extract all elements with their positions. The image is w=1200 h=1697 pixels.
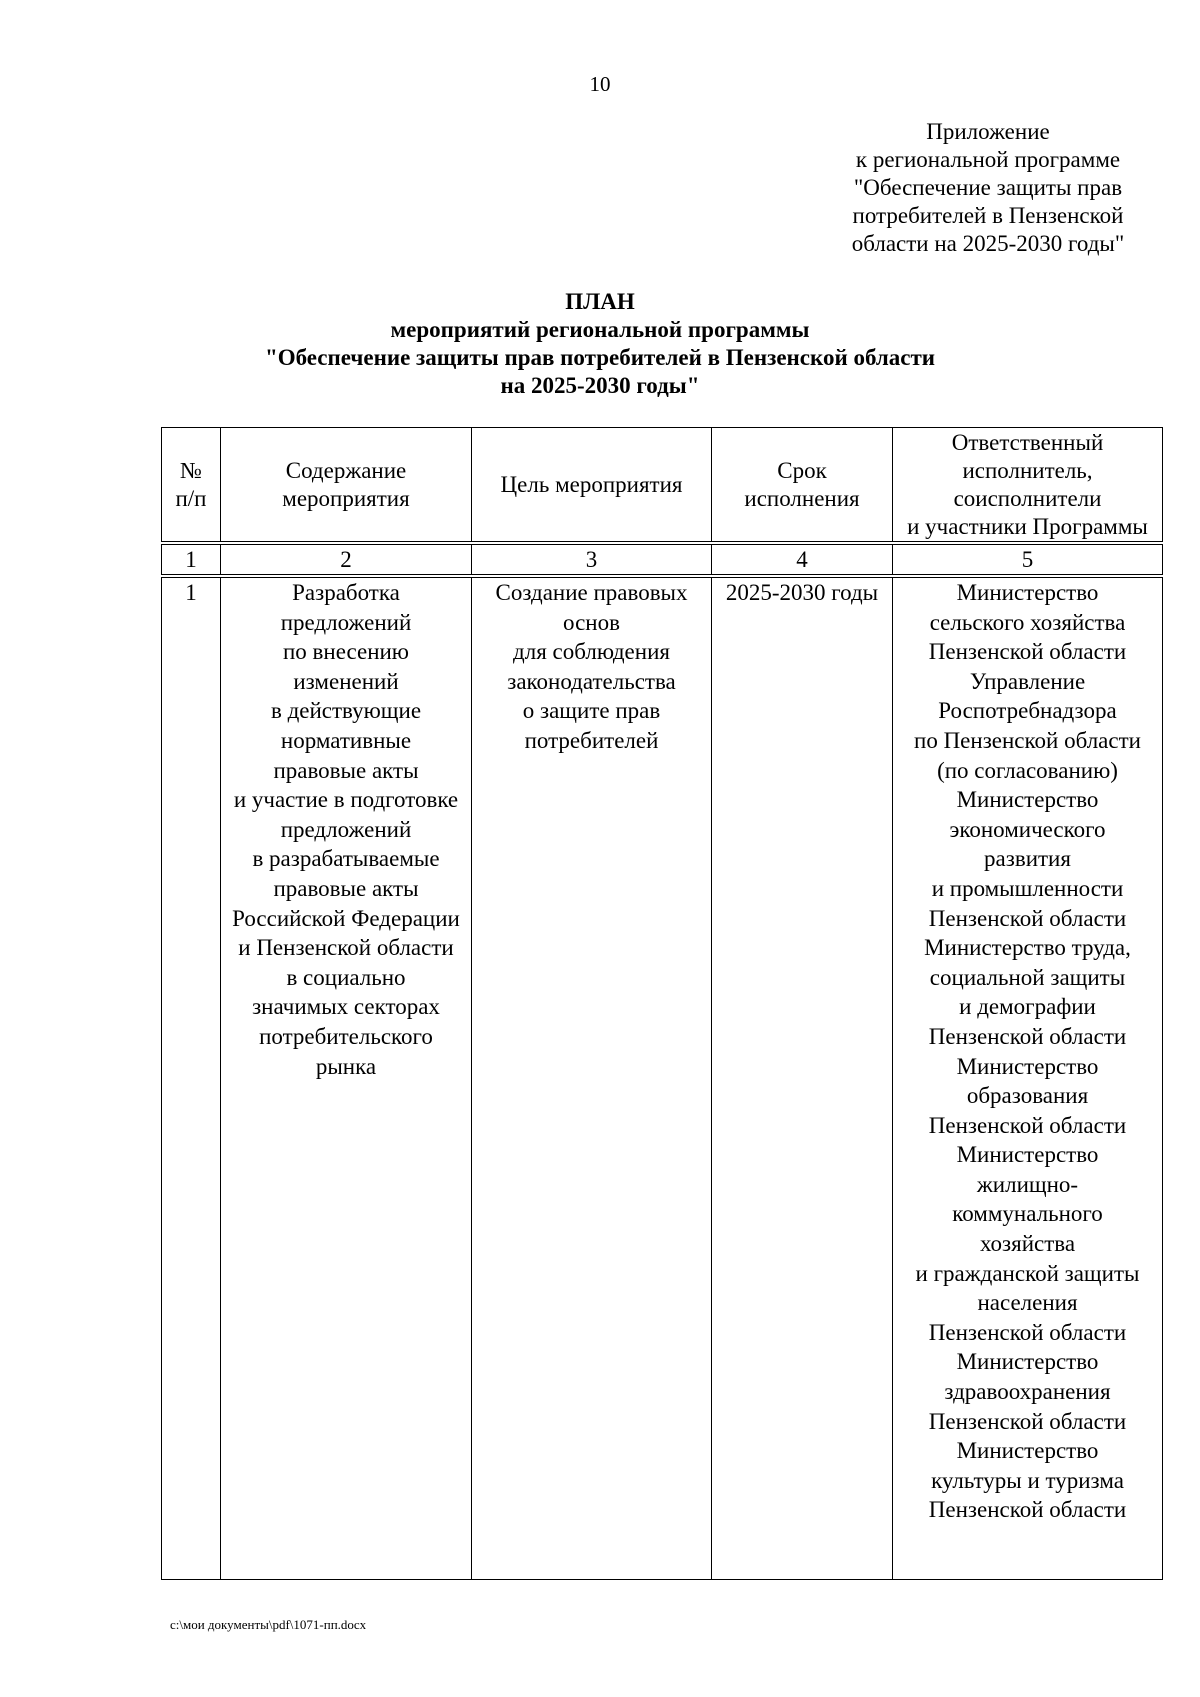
appendix-line: "Обеспечение защиты прав	[853, 175, 1123, 200]
cell-line: Пензенской области	[928, 1023, 1127, 1049]
column-number: 2	[221, 543, 472, 576]
cell-line: Роспотребнадзора	[938, 698, 1117, 724]
header-line: и участники Программы	[907, 513, 1148, 539]
cell-line: по внесению	[282, 639, 409, 665]
appendix-line: к региональной программе	[855, 147, 1121, 172]
header-line: исполнения	[744, 485, 860, 511]
header-term	[712, 428, 893, 544]
column-number: 1	[162, 543, 221, 576]
header-line: Содержание	[285, 457, 407, 483]
cell-line: по Пензенской области	[914, 727, 1141, 753]
table-row	[162, 576, 1163, 1580]
cell-line: правовые акты	[273, 757, 419, 783]
cell-line: Пензенской области	[928, 1408, 1127, 1434]
header-executors	[893, 428, 1163, 544]
row-goal	[472, 576, 712, 1580]
cell-line: хозяйства	[979, 1231, 1076, 1257]
cell-line: изменений	[293, 668, 399, 694]
plan-title-line: ПЛАН	[565, 289, 635, 314]
plan-title	[0, 288, 1200, 400]
header-line: соисполнители	[953, 485, 1102, 511]
row-content	[221, 576, 472, 1580]
plan-title-line: на 2025-2030 годы"	[500, 373, 700, 398]
cell-line: развития	[984, 846, 1071, 872]
header-number	[162, 428, 221, 544]
cell-line: и Пензенской области	[238, 935, 454, 961]
cell-line: и демографии	[959, 994, 1096, 1020]
column-number: 5	[893, 543, 1163, 576]
cell-line: и участие в подготовке	[233, 787, 459, 813]
cell-line: значимых секторах	[252, 994, 440, 1020]
cell-line: в социально	[286, 964, 406, 990]
cell-line: сельского хозяйства	[929, 609, 1126, 635]
appendix-line: Приложение	[926, 119, 1050, 144]
appendix-line: области на 2025-2030 годы"	[851, 231, 1125, 256]
cell-line: 2025-2030 годы	[725, 580, 879, 605]
cell-line: правовые акты	[273, 875, 419, 901]
cell-line: предложений	[280, 609, 412, 635]
cell-line: о защите прав	[522, 698, 661, 724]
cell-line: Пензенской области	[928, 905, 1127, 931]
cell-line: Российской Федерации	[232, 905, 460, 931]
cell-line: Министерство	[956, 787, 1099, 813]
row-term	[712, 576, 893, 1580]
cell-line: и гражданской защиты	[915, 1260, 1140, 1286]
cell-line: для соблюдения	[513, 639, 670, 665]
column-number: 4	[712, 543, 893, 576]
cell-line: в действующие	[270, 698, 422, 724]
header-line: Ответственный	[951, 429, 1104, 455]
cell-line: социальной защиты	[929, 964, 1126, 990]
cell-line: Министерство труда,	[924, 935, 1131, 961]
header-line: №	[180, 457, 202, 483]
cell-line: Министерство	[956, 1142, 1099, 1168]
header-line: мероприятия	[282, 485, 410, 511]
cell-line: в разрабатываемые	[252, 846, 440, 872]
header-line: п/п	[175, 485, 207, 511]
plan-table	[161, 427, 1163, 1580]
cell-line: Создание правовых	[495, 580, 688, 605]
cell-line: Министерство	[956, 1438, 1099, 1464]
row-executors	[893, 576, 1163, 1580]
cell-line: Пензенской области	[928, 639, 1127, 665]
cell-line: и промышленности	[931, 875, 1124, 901]
cell-line: экономического	[949, 816, 1106, 842]
plan-title-line: "Обеспечение защиты прав потребителей в Пензенской области	[264, 345, 936, 370]
cell-line: Разработка	[292, 580, 400, 605]
appendix-note	[838, 118, 1138, 258]
cell-line: Управление	[969, 668, 1086, 694]
column-numbers-row	[162, 543, 1163, 576]
page-number: 10	[589, 72, 611, 96]
cell-line: предложений	[280, 816, 412, 842]
cell-line: рынка	[315, 1053, 377, 1079]
cell-line: образования	[966, 1083, 1089, 1109]
column-number: 3	[472, 543, 712, 576]
cell-line: нормативные	[280, 727, 412, 753]
header-line: исполнитель,	[962, 457, 1093, 483]
table-header-row	[162, 428, 1163, 544]
cell-line: Министерство	[956, 1349, 1099, 1375]
row-number: 1	[162, 576, 221, 1580]
header-goal	[472, 428, 712, 544]
cell-line: потребителей	[524, 727, 659, 753]
cell-line: законодательства	[507, 668, 676, 694]
cell-line: основ	[563, 609, 620, 635]
cell-line: жилищно-	[976, 1171, 1079, 1197]
cell-line: населения	[977, 1290, 1078, 1316]
cell-line: Пензенской области	[928, 1319, 1127, 1345]
cell-line: (по согласованию)	[937, 757, 1118, 783]
header-line: Цель мероприятия	[500, 471, 683, 497]
cell-line: Министерство	[956, 580, 1099, 605]
header-content	[221, 428, 472, 544]
cell-line: Пензенской области	[928, 1112, 1127, 1138]
cell-line: потребительского	[259, 1023, 433, 1049]
header-line: Срок	[777, 457, 827, 483]
cell-line: Пензенской области	[928, 1497, 1127, 1523]
plan-title-line: мероприятий региональной программы	[390, 317, 810, 342]
cell-line: здравоохранения	[944, 1379, 1111, 1405]
cell-line: культуры и туризма	[931, 1467, 1124, 1493]
cell-line: Министерство	[956, 1053, 1099, 1079]
cell-line: коммунального	[952, 1201, 1103, 1227]
appendix-line: потребителей в Пензенской	[852, 203, 1124, 228]
footer-file-path: c:\мои документы\pdf\1071-пп.docx	[170, 1617, 367, 1632]
